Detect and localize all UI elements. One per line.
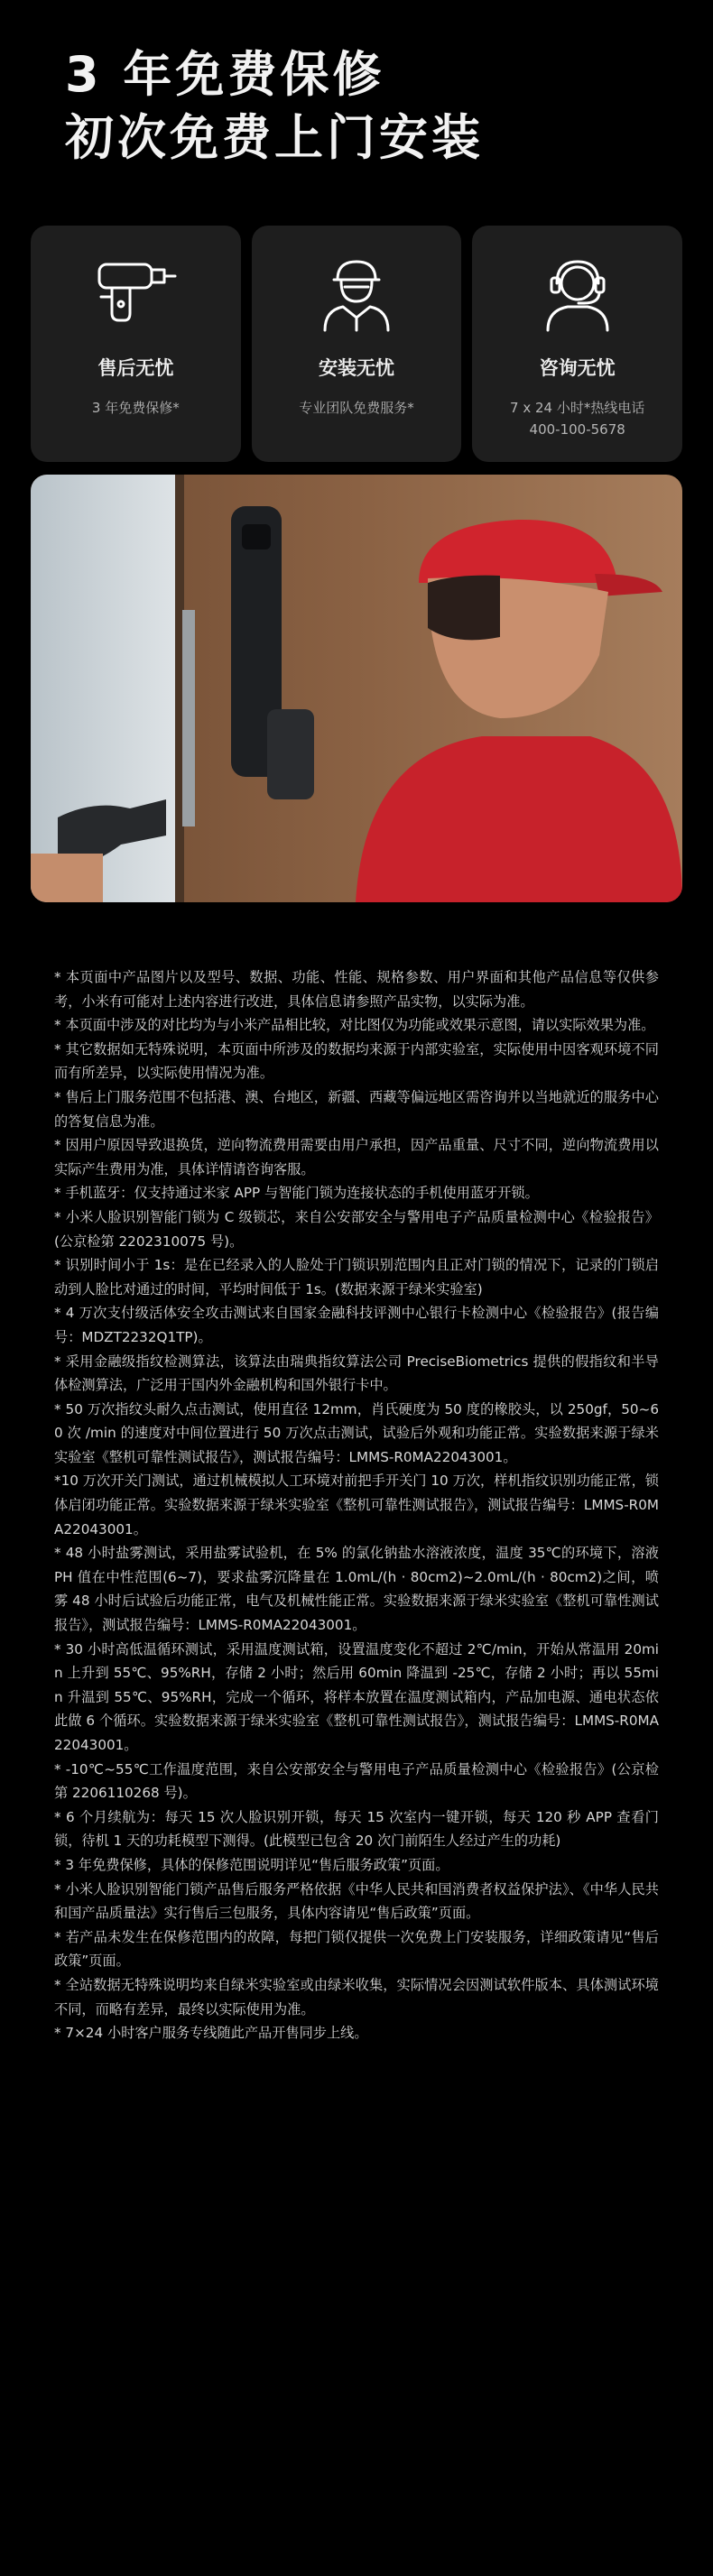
card-subtitle: 专业团队免费服务* <box>299 400 414 416</box>
note-text: * 4 万次支付级活体安全攻击测试来自国家金融科技评测中心银行卡检测中心《检验报告》(报告编号：MDZT2232Q1TP)。 <box>54 1305 659 1345</box>
note-text: * 售后上门服务范围不包括港、澳、台地区，新疆、西藏等偏远地区需咨询并以当地就近的服务中心的答复信息为准。 <box>54 1088 659 1130</box>
note-text: * 因用户原因导致退换货，逆向物流费用需要由用户承担，因产品重量、尺寸不同，逆向物流费用以实际产生费用为准，具体详情请咨询客服。 <box>54 1137 659 1177</box>
service-card-installation <box>252 226 462 462</box>
note-text: * 本页面中涉及的对比均为与小米产品相比较，对比图仅为功能或效果示意图，请以实际效果为准。 <box>54 1017 655 1034</box>
card-subtitle <box>510 397 644 440</box>
note-text: * 7×24 小时客户服务专线随此产品开售同步上线。 <box>54 2025 368 2042</box>
installation-photo <box>31 475 682 902</box>
note-text: *10 万次开关门测试，通过机械模拟人工环境对前把手开关门 10 万次，样机指纹识别功能正常，锁体启闭功能正常。实验数据来源于绿米实验室《整机可靠性测试报告》，测试报告编号：LMMS-R0MA22043001。 <box>54 1473 659 1537</box>
card-subtitle: 3 年免费保修* <box>91 400 180 416</box>
card-title: 安装无忧 <box>319 357 394 379</box>
hotline-hours: 7 x 24 小时*热线电话 <box>510 400 645 416</box>
card-title: 咨询无忧 <box>539 357 616 379</box>
note-text: * 全站数据无特殊说明均来自绿米实验室或由绿米收集，实际情况会因测试软件版本、具体测试环境不同，而略有差异，最终以实际使用为准。 <box>54 1976 659 2017</box>
headset-icon <box>528 253 627 334</box>
note-text: * 30 小时高低温循环测试，采用温度测试箱，设置温度变化不超过 2℃/min，开始从常温用 20min 上升到 55℃、95%RH，存储 2 小时；然后用 60min 降温到 -25℃，存储 2 小时；再以 55min 升温到 55℃、95%RH，完成一个循环，将样本放置在温度测试箱内，产品加电源、通电状态依此做 6 个循环。实验数据来源于绿米实验室《整机可靠性测试报告》，测试报告编号：LMMS-R0MA22043001。 <box>54 1640 659 1753</box>
note-text: * 本页面中产品图片以及型号、数据、功能、性能、规格参数、用户界面和其他产品信息等仅供参考，小米有可能对上述内容进行改进，具体信息请参照产品实物，以实际为准。 <box>54 969 659 1010</box>
note-text: * 小米人脸识别智能门锁为 C 级锁芯，来自公安部安全与警用电子产品质量检测中心《检验报告》(公京检第 2202310075 号)。 <box>54 1208 659 1250</box>
note-text: * 其它数据如无特殊说明，本页面中所涉及的数据均来源于内部实验室，实际使用中因客观环境不同而有所差异，以实际使用情况为准。 <box>54 1040 659 1082</box>
note-text: * 若产品未发生在保修范围内的故障，每把门锁仅提供一次免费上门安装服务，详细政策请见“售后政策”页面。 <box>54 1928 659 1970</box>
note-text: * 48 小时盐雾测试，采用盐雾试验机，在 5% 的氯化钠盐水溶液浓度，温度 35℃的环境下，溶液 PH 值在中性范围(6~7)，要求盐雾沉降量在 1.0mL/(h · 80cm2)~2.0mL/(h · 80cm2)之间，喷雾 48 小时后试验后功能正常，电气及机械性能正常。实验数据来源于绿米实验室《整机可靠性测试报告》，测试报告编号：LMMS-R0MA22043001。 <box>54 1545 659 1634</box>
drill-icon <box>86 253 185 334</box>
hero-title-line2: 初次免费上门安装 <box>65 109 484 166</box>
note-text: * -10℃~55℃工作温度范围，来自公安部安全与警用电子产品质量检测中心《检验报告》(公京检第 2206110268 号)。 <box>54 1760 659 1802</box>
service-card-consultation <box>472 226 682 462</box>
disclaimer-notes <box>54 965 659 2045</box>
note-text: * 小米人脸识别智能门锁产品售后服务严格依据《中华人民共和国消费者权益保护法》、《中华人民共和国产品质量法》实行售后三包服务，具体内容请见“售后政策”页面。 <box>54 1880 659 1922</box>
hero-heading <box>65 43 484 170</box>
note-text: * 采用金融级指纹检测算法，该算法由瑞典指纹算法公司 PreciseBiometrics 提供的假指纹和半导体检测算法，广泛用于国内外金融机构和国外银行卡中。 <box>54 1353 659 1394</box>
hero-title-line1: 3 年免费保修 <box>65 46 385 103</box>
installer-icon <box>307 253 406 334</box>
card-title: 售后无忧 <box>97 357 174 379</box>
hotline-number: 400-100-5678 <box>529 421 625 438</box>
note-text: * 识别时间小于 1s：是在已经录入的人脸处于门锁识别范围内且正对门锁的情况下，记录的门锁启动到人脸比对通过的时间，平均时间低于 1s。(数据来源于绿米实验室) <box>54 1257 659 1297</box>
note-text: * 6 个月续航为：每天 15 次人脸识别开锁，每天 15 次室内一键开锁，每天 120 秒 APP 查看门锁，待机 1 天的功耗模型下测得。(此模型已包含 20 次门前陌生人经过产生的功耗) <box>54 1808 659 1850</box>
note-text: * 3 年免费保修，具体的保修范围说明详见“售后服务政策”页面。 <box>54 1856 449 1873</box>
service-cards <box>31 226 682 462</box>
service-card-after-sales <box>31 226 241 462</box>
note-text: * 手机蓝牙：仅支持通过米家 APP 与智能门锁为连接状态的手机使用蓝牙开锁。 <box>54 1185 539 1202</box>
note-text: * 50 万次指纹头耐久点击测试，使用直径 12mm，肖氏硬度为 50 度的橡胶头，以 250gf，50~60 次 /min 的速度对中间位置进行 50 万次点击测试，试验后外观和功能正常。实验数据来源于绿米实验室《整机可靠性测试报告》，测试报告编号：LMMS-R0MA22043001。 <box>54 1400 659 1465</box>
